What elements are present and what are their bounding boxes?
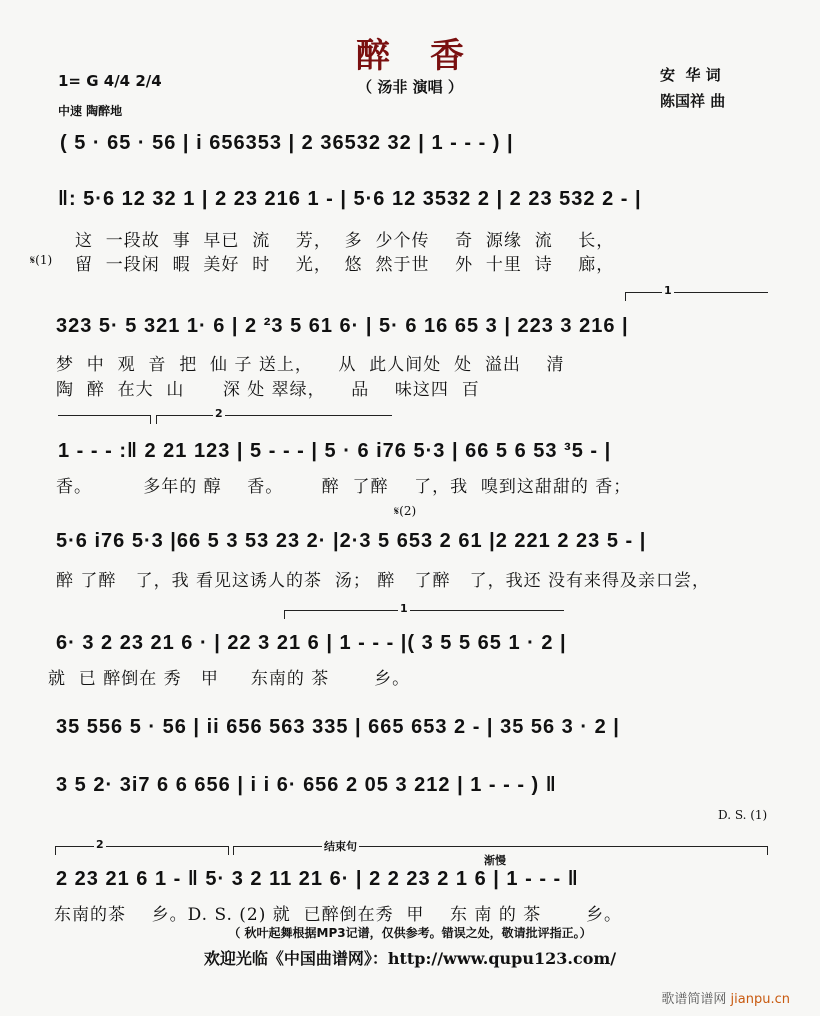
score-line-4-notes: 1 - - - :‖ 2 21 123 | 5 - - - | 5 · 6 i76 5·3 | 66 5 6 53 ³5 - | [58,440,612,462]
segno-2-icon: 𝄋(2) [394,504,417,518]
key-time-signature: 1= G 4/4 2/4 [58,72,162,90]
score-line-2-notes: ‖: 5·6 12 32 1 | 2 23 216 1 - | 5·6 12 3532 2 | 2 23 532 2 - | [58,188,642,210]
watermark-text: 歌谱简谱网 [661,992,731,1007]
score-line-3-notes: 323 5· 5 321 1· 6 | 2 ²3 5 61 6· | 5· 6 16 65 3 | 223 3 216 | [56,315,629,337]
watermark-brand: jianpu.cn [730,992,790,1007]
volta-1-label: 1 [664,284,672,297]
volta-bracket-2b [55,838,229,855]
ritardando-marking: 渐慢 [484,854,506,867]
score-line-5-lyrics: 醉 了醉 了，我 看见这诱人的茶 汤； 醉 了醉 了，我还 没有来得及亲口尝， [56,571,711,591]
volta-bracket-1-end [58,415,151,424]
song-title: 醉香 [356,36,504,76]
watermark [661,988,790,1007]
score-line-3-lyrics-verse2: 陶 醉 在大 山 深 处 翠绿， 品 味这四 百 [56,380,480,400]
score-line-9-lyrics: 东南的茶 乡。D. S. (2) 就 已醉倒在秀 甲 东 南 的 茶 乡。 [54,905,623,925]
volta-bracket-2 [156,407,392,424]
score-line-2-lyrics-verse2: 留 一段闲 暇 美好 时 光， 悠 然于世 外 十里 诗 廊， [75,255,615,275]
composer-credit: 陈国祥 曲 [660,92,726,110]
score-line-6-lyrics: 就 已 醉倒在 秀 甲 东南的 茶 乡。 [48,669,411,689]
transcription-note: （ 秋叶起舞根据MP3记谱，仅供参考。错误之处，敬请批评指正。） [228,926,592,940]
lyricist-credit: 安 华 词 [660,66,721,84]
singer-credit: （ 汤非 演唱 ） [357,78,463,96]
volta-bracket-1b-cont [368,602,564,619]
segno-1-icon: 𝄋(1) [30,253,53,267]
score-line-4-lyrics: 香。 多年的 醇 香。 醉 了醉 了，我 嗅到这甜甜的 香； [56,477,632,497]
score-line-1-notes: ( 5 · 65 · 56 | i 656353 | 2 36532 32 | 1 - - - ) | [60,132,514,154]
dal-segno-1-marker: D. S. (1) [718,808,768,822]
score-line-6-notes: 6· 3 2 23 21 6 · | 22 3 21 6 | 1 - - - |( 3 5 5 65 1 · 2 | [56,632,567,654]
coda-label: 结束句 [324,840,357,853]
volta-bracket-1 [625,284,768,301]
site-welcome-link[interactable]: 欢迎光临《中国曲谱网》：http://www.qupu123.com/ [203,949,617,968]
score-line-9-notes: 2 23 21 6 1 - ‖ 5· 3 2 11 21 6· | 2 2 23 2 1 6 | 1 - - - ‖ [56,868,579,890]
score-line-8-notes: 3 5 2· 3i7 6 6 656 | i i 6· 656 2 05 3 212 | 1 - - - ) ‖ [56,774,557,796]
volta-bracket-1b [284,610,369,619]
score-line-3-lyrics-verse1: 梦 中 观 音 把 仙 子 送上， 从 此人间处 处 溢出 清 [56,355,565,375]
volta-1b-label: 1 [400,602,408,615]
score-line-7-notes: 35 556 5 · 56 | ii 656 563 335 | 665 653 2 - | 35 56 3 · 2 | [56,716,620,738]
score-line-2-lyrics-verse1: 这 一段故 事 早已 流 芳， 多 少个传 奇 源缘 流 长， [75,231,615,251]
tempo-marking: 中速 陶醉地 [58,104,123,118]
volta-2-label: 2 [215,407,223,420]
score-line-5-notes: 5·6 i76 5·3 |66 5 3 53 23 2· |2·3 5 653 2 61 |2 221 2 23 5 - | [56,530,647,552]
volta-2b-label: 2 [96,838,104,851]
